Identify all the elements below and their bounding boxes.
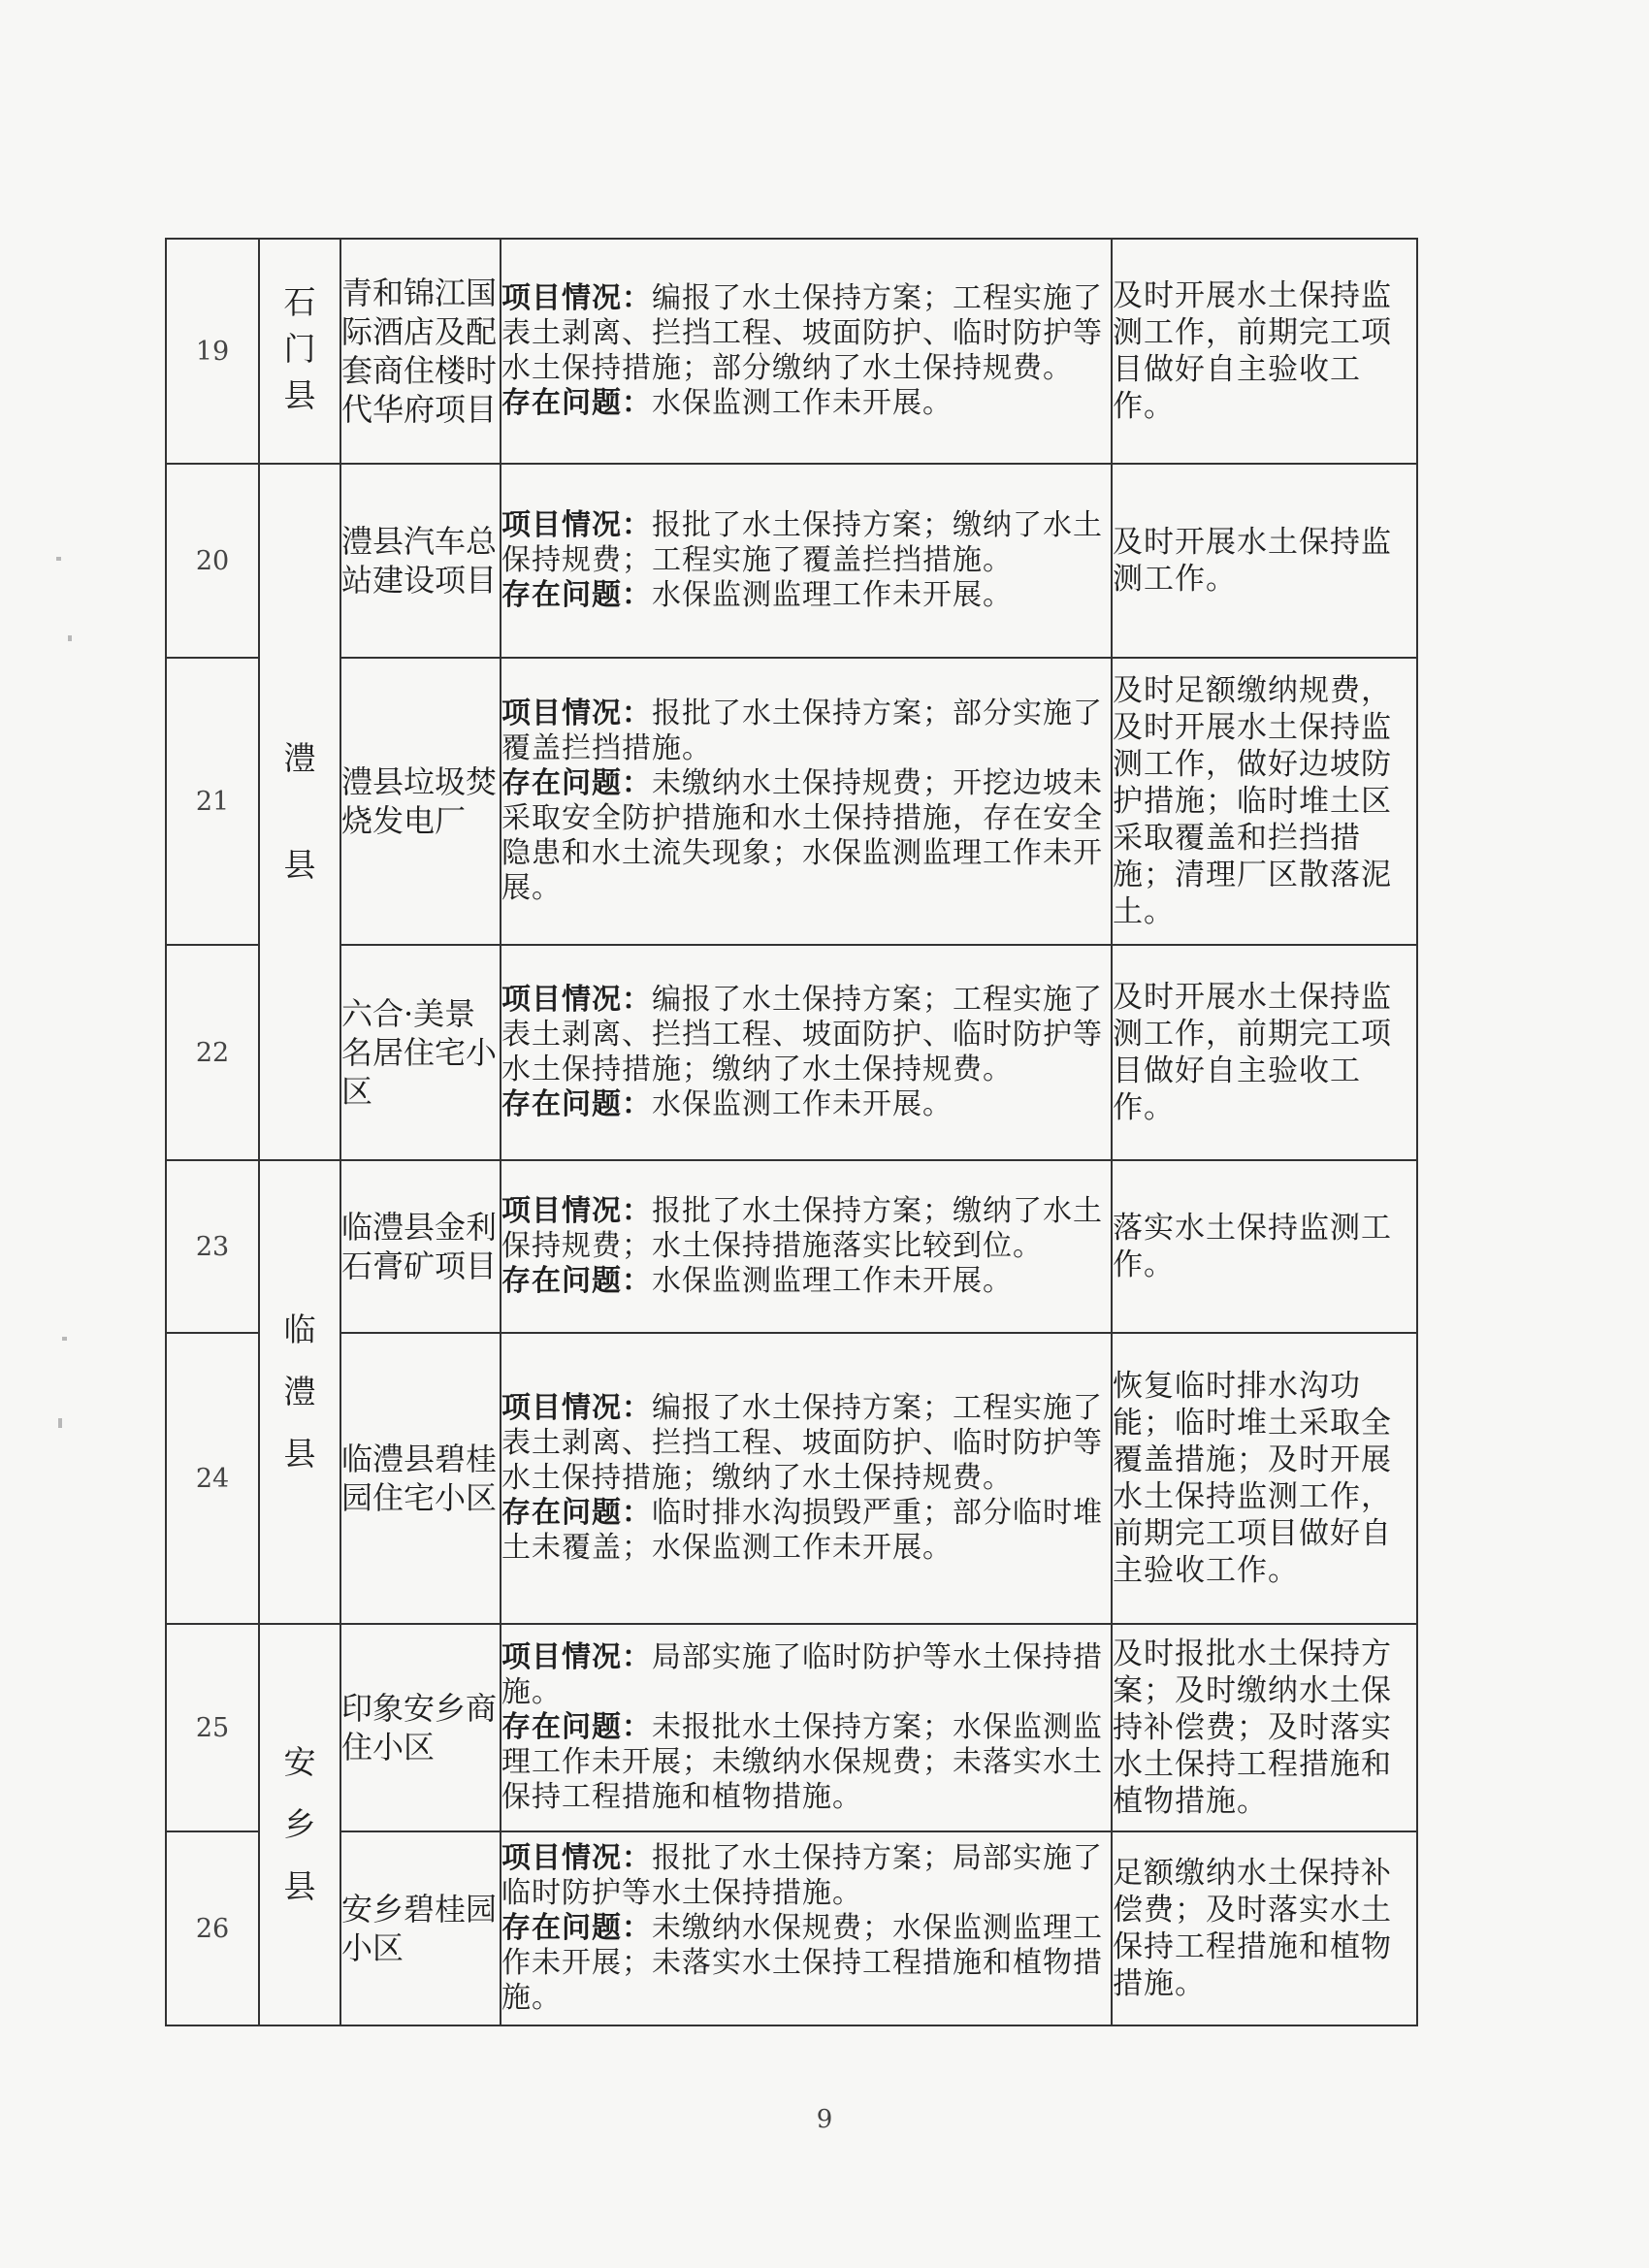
measure-text: 及时开展水土保持监测工作。 <box>1112 464 1417 658</box>
table-row <box>166 464 1417 658</box>
situation-label: 项目情况： <box>501 1640 652 1674</box>
situation-cell <box>501 658 1112 945</box>
scan-speck <box>68 635 72 641</box>
situation-label: 项目情况： <box>501 1194 652 1228</box>
problem-label: 存在问题： <box>501 1911 652 1945</box>
situation-text: 编报了水土保持方案；工程实施了表土剥离、拦挡工程、坡面防护、临时防护等水土保持措施；缴纳了水土保持规费。 <box>501 1391 1103 1495</box>
row-number: 22 <box>166 945 259 1160</box>
project-name: 青和锦江国际酒店及配套商住楼时代华府项目 <box>340 239 501 464</box>
project-name: 澧县汽车总站建设项目 <box>340 464 501 658</box>
problem-text: 未缴纳水土保持规费；开挖边坡未采取安全防护措施和水土保持措施，存在安全隐患和水土流失现象；水保监测监理工作未开展。 <box>501 766 1103 905</box>
measure-text: 足额缴纳水土保持补偿费；及时落实水土保持工程措施和植物措施。 <box>1112 1831 1417 2025</box>
problem-text: 水保监测工作未开展。 <box>652 1087 953 1121</box>
project-name: 临澧县碧桂园住宅小区 <box>340 1333 501 1624</box>
scan-speck <box>56 557 61 561</box>
scan-speck <box>58 1418 62 1428</box>
measure-text: 及时开展水土保持监测工作，前期完工项目做好自主验收工作。 <box>1112 945 1417 1160</box>
project-name: 印象安乡商住小区 <box>340 1624 501 1831</box>
problem-label: 存在问题： <box>501 766 652 800</box>
situation-text: 编报了水土保持方案；工程实施了表土剥离、拦挡工程、坡面防护、临时防护等水土保持措施；缴纳了水土保持规费。 <box>501 983 1103 1086</box>
situation-cell <box>501 1333 1112 1624</box>
situation-label: 项目情况： <box>501 508 652 542</box>
measure-text: 及时开展水土保持监测工作，前期完工项目做好自主验收工作。 <box>1112 239 1417 464</box>
measure-text: 及时报批水土保持方案；及时缴纳水土保持补偿费；及时落实水土保持工程措施和植物措施。 <box>1112 1624 1417 1831</box>
table-row <box>166 945 1417 1160</box>
problem-text: 水保监测工作未开展。 <box>652 386 953 420</box>
row-number: 24 <box>166 1333 259 1624</box>
measure-text: 恢复临时排水沟功能；临时堆土采取全覆盖措施；及时开展水土保持监测工作，前期完工项目做好自主验收工作。 <box>1112 1333 1417 1624</box>
situation-text: 编报了水土保持方案；工程实施了表土剥离、拦挡工程、坡面防护、临时防护等水土保持措施；部分缴纳了水土保持规费。 <box>501 281 1103 385</box>
county-cell <box>259 239 340 464</box>
row-number: 19 <box>166 239 259 464</box>
situation-text: 局部实施了临时防护等水土保持措施。 <box>501 1640 1103 1709</box>
situation-label: 项目情况： <box>501 281 652 315</box>
problem-text: 水保监测监理工作未开展。 <box>652 578 1013 612</box>
county-name: 临澧县 <box>283 1311 316 1473</box>
situation-label: 项目情况： <box>501 697 652 730</box>
row-number: 25 <box>166 1624 259 1831</box>
county-name: 安乡县 <box>283 1743 316 1905</box>
problem-label: 存在问题： <box>501 1496 652 1530</box>
table-row <box>166 1333 1417 1624</box>
situation-cell <box>501 1160 1112 1333</box>
page-number: 9 <box>816 2105 833 2134</box>
situation-cell <box>501 1831 1112 2025</box>
row-number: 23 <box>166 1160 259 1333</box>
problem-label: 存在问题： <box>501 1264 652 1298</box>
situation-cell <box>501 1624 1112 1831</box>
problem-text: 未报批水土保持方案；水保监测监理工作未开展；未缴纳水保规费；未落实水土保持工程措施和植物措施。 <box>501 1710 1103 1814</box>
county-cell <box>259 464 340 1160</box>
problem-text: 水保监测监理工作未开展。 <box>652 1264 1013 1298</box>
situation-cell <box>501 239 1112 464</box>
row-number: 20 <box>166 464 259 658</box>
table-row <box>166 239 1417 464</box>
situation-text: 报批了水土保持方案；局部实施了临时防护等水土保持措施。 <box>501 1841 1103 1910</box>
situation-label: 项目情况： <box>501 1391 652 1425</box>
project-name: 六合·美景名居住宅小区 <box>340 945 501 1160</box>
row-number: 21 <box>166 658 259 945</box>
measure-text: 及时足额缴纳规费，及时开展水土保持监测工作，做好边坡防护措施；临时堆土区采取覆盖和拦挡措施；清理厂区散落泥土。 <box>1112 658 1417 945</box>
situation-text: 报批了水土保持方案；部分实施了覆盖拦挡措施。 <box>501 697 1103 765</box>
county-cell <box>259 1160 340 1624</box>
project-name: 澧县垃圾焚烧发电厂 <box>340 658 501 945</box>
problem-label: 存在问题： <box>501 578 652 612</box>
inspection-table <box>165 238 1418 2026</box>
problem-label: 存在问题： <box>501 1710 652 1744</box>
situation-label: 项目情况： <box>501 983 652 1017</box>
scan-speck <box>62 1337 67 1341</box>
county-name: 澧县 <box>283 739 316 884</box>
situation-label: 项目情况： <box>501 1841 652 1875</box>
county-name: 石门县 <box>283 283 316 414</box>
project-name: 临澧县金利石膏矿项目 <box>340 1160 501 1333</box>
situation-text: 报批了水土保持方案；缴纳了水土保持规费；工程实施了覆盖拦挡措施。 <box>501 508 1103 577</box>
table-row <box>166 658 1417 945</box>
problem-text: 临时排水沟损毁严重；部分临时堆土未覆盖；水保监测工作未开展。 <box>501 1496 1103 1565</box>
table-row <box>166 1624 1417 1831</box>
project-name: 安乡碧桂园小区 <box>340 1831 501 2025</box>
situation-text: 报批了水土保持方案；缴纳了水土保持规费；水土保持措施落实比较到位。 <box>501 1194 1103 1263</box>
problem-label: 存在问题： <box>501 1087 652 1121</box>
row-number: 26 <box>166 1831 259 2025</box>
county-cell <box>259 1624 340 2025</box>
situation-cell <box>501 945 1112 1160</box>
table-row <box>166 1831 1417 2025</box>
problem-label: 存在问题： <box>501 386 652 420</box>
table-row <box>166 1160 1417 1333</box>
measure-text: 落实水土保持监测工作。 <box>1112 1160 1417 1333</box>
problem-text: 未缴纳水保规费；水保监测监理工作未开展；未落实水土保持工程措施和植物措施。 <box>501 1911 1103 2015</box>
situation-cell <box>501 464 1112 658</box>
